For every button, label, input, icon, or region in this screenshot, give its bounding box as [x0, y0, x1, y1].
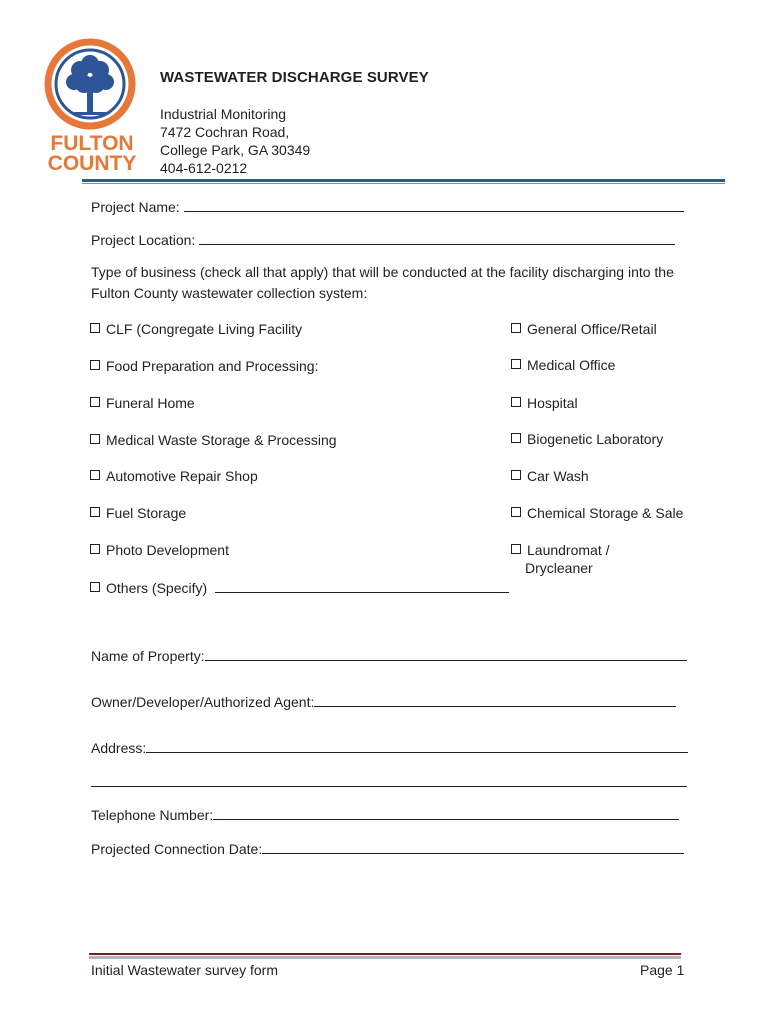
footer-rule	[89, 953, 681, 955]
footer-form-name: Initial Wastewater survey form	[91, 962, 278, 978]
svg-text:FULTON: FULTON	[50, 132, 134, 155]
checkbox-label: Medical Waste Storage & Processing	[106, 432, 337, 448]
checkbox-label: Food Preparation and Processing:	[106, 358, 319, 374]
checkbox-label: Automotive Repair Shop	[106, 468, 258, 484]
checkbox-label: Hospital	[527, 395, 578, 411]
telephone-label: Telephone Number:	[91, 807, 214, 823]
checkbox-icon[interactable]	[511, 544, 521, 554]
checkbox-icon[interactable]	[90, 323, 100, 333]
checkbox-icon[interactable]	[90, 507, 100, 517]
connection-date-field[interactable]	[91, 839, 684, 857]
name-of-property-label: Name of Property:	[91, 648, 205, 664]
checkbox-icon[interactable]	[511, 470, 521, 480]
checkbox-label: Car Wash	[527, 468, 589, 484]
checkbox-laundromat[interactable]	[511, 542, 610, 558]
checkbox-icon[interactable]	[90, 470, 100, 480]
address-line: 7472 Cochran Road,	[160, 124, 290, 140]
checkbox-icon[interactable]	[90, 434, 100, 444]
owner-label: Owner/Developer/Authorized Agent:	[91, 694, 315, 710]
checkbox-hospital[interactable]	[511, 395, 578, 411]
checkbox-icon[interactable]	[90, 397, 100, 407]
checkbox-automotive-repair[interactable]	[90, 468, 258, 484]
project-location-label: Project Location:	[91, 232, 196, 248]
checkbox-medical-waste[interactable]	[90, 432, 337, 448]
checkbox-food-preparation[interactable]	[90, 358, 318, 374]
checkbox-icon[interactable]	[511, 359, 521, 369]
name-of-property-line[interactable]	[205, 646, 687, 661]
address-line: Industrial Monitoring	[160, 106, 287, 122]
checkbox-label: Biogenetic Laboratory	[527, 431, 664, 447]
checkbox-label: Chemical Storage & Sale	[527, 505, 684, 521]
connection-date-label: Projected Connection Date:	[91, 841, 263, 857]
checkbox-medical-office[interactable]	[511, 357, 615, 373]
project-location-line[interactable]	[199, 230, 675, 245]
telephone-field[interactable]	[91, 805, 679, 823]
project-name-line[interactable]	[184, 197, 684, 212]
address-line-1[interactable]	[146, 738, 688, 753]
checkbox-clf[interactable]	[90, 321, 302, 337]
checkbox-label: CLF (Congregate Living Facility	[106, 321, 303, 337]
address-line-2[interactable]	[91, 786, 687, 787]
checkbox-icon[interactable]	[511, 433, 521, 443]
checkbox-chemical-storage[interactable]	[511, 505, 683, 521]
telephone-line[interactable]	[213, 805, 679, 820]
svg-text:COUNTY: COUNTY	[47, 152, 137, 172]
checkbox-biogenetic-laboratory[interactable]	[511, 431, 663, 447]
address-field[interactable]	[91, 738, 688, 756]
fulton-county-logo-icon	[44, 38, 140, 172]
checkbox-icon[interactable]	[90, 360, 100, 370]
header-rule	[82, 179, 725, 182]
header-rule-thin	[82, 183, 725, 184]
page-title: WASTEWATER DISCHARGE SURVEY	[160, 69, 429, 86]
checkbox-icon[interactable]	[90, 544, 100, 554]
project-name-label: Project Name:	[91, 199, 180, 215]
owner-field[interactable]	[91, 692, 676, 710]
business-type-prompt: Type of business (check all that apply) that will be conducted at the facility discharging into the Fulton County wastewater collection system:	[91, 264, 674, 301]
checkbox-label: Medical Office	[527, 357, 616, 373]
checkbox-icon[interactable]	[511, 507, 521, 517]
checkbox-fuel-storage[interactable]	[90, 505, 186, 521]
page-number: Page 1	[640, 962, 685, 978]
others-specify-line[interactable]	[215, 578, 509, 593]
checkbox-car-wash[interactable]	[511, 468, 589, 484]
checkbox-icon[interactable]	[90, 582, 100, 592]
name-of-property-field[interactable]	[91, 646, 687, 664]
checkbox-funeral-home[interactable]	[90, 395, 195, 411]
checkbox-label: General Office/Retail	[527, 321, 657, 337]
footer-rule-shadow	[89, 956, 681, 959]
checkbox-icon[interactable]	[511, 323, 521, 333]
checkbox-label-continued: Drycleaner	[525, 560, 593, 576]
checkbox-label: Funeral Home	[106, 395, 195, 411]
connection-date-line[interactable]	[262, 839, 684, 854]
checkbox-icon[interactable]	[511, 397, 521, 407]
address-line: College Park, GA 30349	[160, 142, 311, 158]
checkbox-label: Photo Development	[106, 542, 229, 558]
checkbox-label: Laundromat /	[527, 542, 610, 558]
address-line: 404-612-0212	[160, 160, 248, 176]
checkbox-label: Fuel Storage	[106, 505, 187, 521]
checkbox-others[interactable]	[90, 578, 509, 596]
checkbox-photo-development[interactable]	[90, 542, 229, 558]
checkbox-general-office[interactable]	[511, 321, 657, 337]
project-name-field[interactable]	[91, 197, 684, 215]
address-label: Address:	[91, 740, 147, 756]
project-location-field[interactable]	[91, 230, 675, 248]
owner-line[interactable]	[314, 692, 676, 707]
checkbox-label: Others (Specify)	[106, 580, 208, 596]
